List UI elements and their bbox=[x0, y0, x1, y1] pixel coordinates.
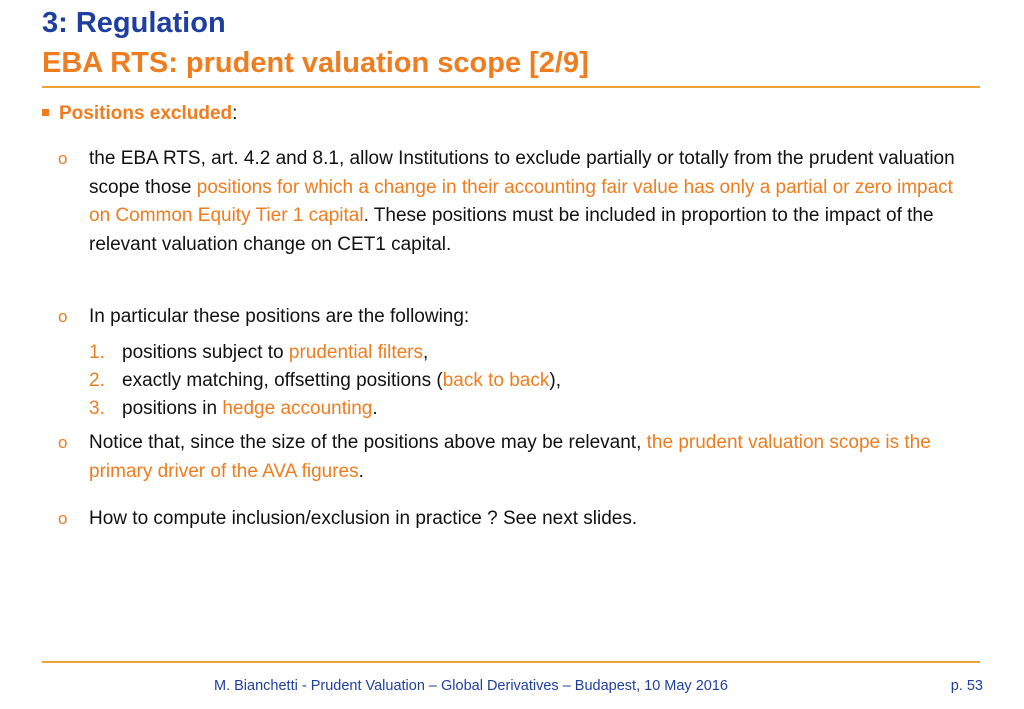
text-segment: Notice that, since the size of the positions above may be relevant, bbox=[89, 432, 647, 453]
page-title: 3: Regulation bbox=[42, 7, 226, 39]
page-number: p. 53 bbox=[950, 678, 983, 694]
text-segment: exactly matching, offsetting positions ( bbox=[122, 370, 443, 391]
text-segment: positions in bbox=[122, 398, 223, 419]
circle-bullet-icon: o bbox=[58, 307, 68, 326]
highlight-text: back to back bbox=[442, 370, 550, 391]
highlight-text: hedge accounting bbox=[222, 398, 373, 419]
numbered-item bbox=[89, 396, 378, 422]
section-heading-label: Positions excluded bbox=[59, 103, 233, 124]
circle-bullet-icon: o bbox=[58, 149, 68, 168]
list-item-text: How to compute inclusion/exclusion in practice ? See next slides. bbox=[89, 508, 638, 529]
list-item bbox=[58, 145, 978, 259]
list-item bbox=[58, 505, 978, 534]
section-heading-suffix: : bbox=[232, 103, 238, 124]
page-subtitle: EBA RTS: prudent valuation scope [2/9] bbox=[42, 47, 589, 79]
list-item-text bbox=[89, 145, 978, 259]
circle-bullet-icon: o bbox=[58, 433, 68, 452]
list-item bbox=[58, 303, 978, 332]
highlight-text: positions for which a change in their accounting fair value has only a partial or zero impact on Common Equity Tier 1 capital bbox=[89, 176, 953, 226]
footer-text: M. Bianchetti - Prudent Valuation – Global Derivatives – Budapest, 10 May 2016 bbox=[214, 678, 728, 694]
list-item-text: In particular these positions are the following: bbox=[89, 306, 470, 327]
square-bullet-icon bbox=[42, 109, 49, 116]
text-segment: . These positions must be included in proportion to the impact of the relevant valuation change on CET1 capital. bbox=[89, 205, 934, 255]
text-segment: ), bbox=[549, 370, 561, 391]
item-number: 2. bbox=[89, 370, 105, 391]
highlight-text: the prudent valuation scope is the primary driver of the AVA figures bbox=[89, 432, 931, 482]
numbered-item bbox=[89, 368, 561, 394]
text-segment: , bbox=[423, 342, 429, 363]
highlight-text: prudential filters bbox=[288, 342, 423, 363]
text-segment: the EBA RTS, art. 4.2 and 8.1, allow Institutions to exclude partially or totally from the prudent valuation scope those bbox=[89, 148, 955, 198]
item-number: 3. bbox=[89, 398, 105, 419]
text-segment: . bbox=[372, 398, 378, 419]
list-item bbox=[58, 429, 978, 486]
section-heading bbox=[42, 102, 237, 126]
header-divider bbox=[42, 86, 980, 88]
circle-bullet-icon: o bbox=[58, 509, 68, 528]
numbered-item bbox=[89, 340, 428, 366]
text-segment: . bbox=[358, 460, 364, 482]
list-item-text bbox=[89, 429, 978, 486]
item-number: 1. bbox=[89, 342, 105, 363]
footer-divider bbox=[42, 661, 980, 663]
text-segment: positions subject to bbox=[122, 342, 289, 363]
